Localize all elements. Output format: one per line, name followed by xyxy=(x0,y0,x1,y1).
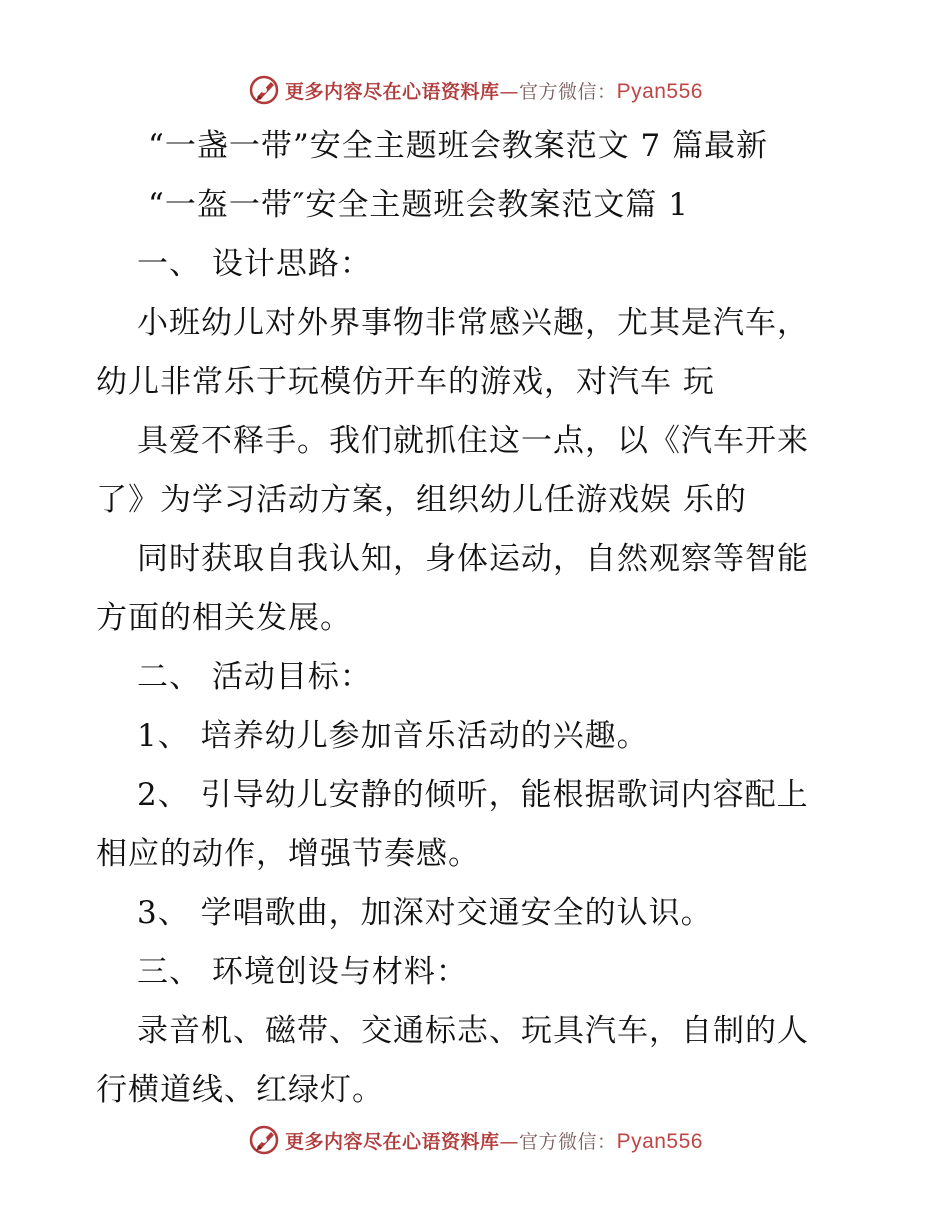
banner-wechat-label: 官方微信： xyxy=(519,80,617,103)
paragraph-line: 行横道线、红绿灯。 xyxy=(96,1072,384,1108)
list-item: 3、 学唱歌曲，加深对交通安全的认识。 xyxy=(137,895,713,931)
footer-banner xyxy=(0,1120,950,1160)
document-title: “一盏一带”安全主题班会教案范文 7 篇最新 xyxy=(148,128,769,164)
banner-separator: — xyxy=(499,80,520,103)
banner-wechat-label: 官方微信： xyxy=(519,1130,617,1153)
banner-main-text: 更多内容尽在心语资料库 xyxy=(285,1130,500,1153)
paragraph-line: 幼儿非常乐于玩模仿开车的游戏，对汽车 玩 xyxy=(96,364,715,400)
banner-separator: — xyxy=(499,1130,520,1153)
paragraph-line: 同时获取自我认知，身体运动，自然观察等智能 xyxy=(137,541,809,577)
header-banner xyxy=(0,70,950,110)
banner-wechat-id: Pyan556 xyxy=(616,1129,703,1153)
section-heading-3: 三、 环境创设与材料： xyxy=(137,954,468,990)
quill-logo-icon xyxy=(247,73,281,107)
banner-wechat-id: Pyan556 xyxy=(616,79,703,103)
document-subtitle: “一盔一带″安全主题班会教案范文篇 1 xyxy=(148,187,690,223)
paragraph-line: 具爱不释手。我们就抓住这一点，以《汽车开来 xyxy=(137,423,809,459)
banner-main-text: 更多内容尽在心语资料库 xyxy=(285,80,500,103)
paragraph-line: 小班幼儿对外界事物非常感兴趣，尤其是汽车， xyxy=(137,305,809,341)
quill-logo-icon xyxy=(247,1123,281,1157)
banner-text xyxy=(285,1127,703,1154)
list-item-continuation: 相应的动作，增强节奏感。 xyxy=(96,836,480,872)
section-heading-2: 二、 活动目标： xyxy=(137,659,372,695)
list-item: 1、 培养幼儿参加音乐活动的兴趣。 xyxy=(137,718,649,754)
banner-text xyxy=(285,77,703,104)
section-heading-1: 一、 设计思路： xyxy=(137,246,372,282)
paragraph-line: 方面的相关发展。 xyxy=(96,600,352,636)
paragraph-line: 录音机、磁带、交通标志、玩具汽车，自制的人 xyxy=(137,1013,809,1049)
list-item: 2、 引导幼儿安静的倾听，能根据歌词内容配上 xyxy=(137,777,809,813)
paragraph-line: 了》为学习活动方案，组织幼儿任游戏娱 乐的 xyxy=(96,482,747,518)
